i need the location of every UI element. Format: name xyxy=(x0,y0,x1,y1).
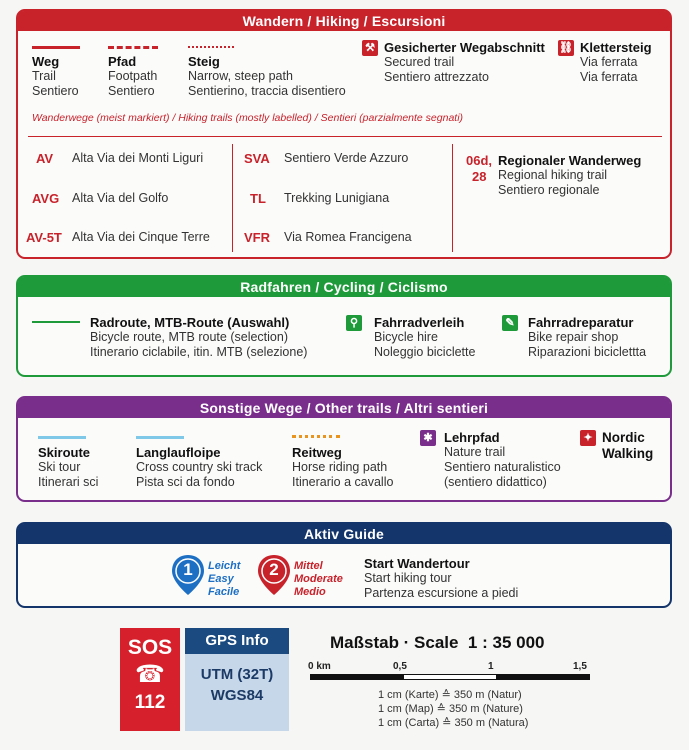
via-ferrata-icon: ⛓ xyxy=(559,42,573,54)
wrench-icon: ✎ xyxy=(502,315,518,331)
cycling-header: Radfahren / Cycling / Ciclismo xyxy=(18,277,670,297)
route-code: AVG xyxy=(32,191,60,206)
cycle-route-de: Radroute, MTB-Route (Auswahl) xyxy=(90,315,290,330)
langlauf-de: Langlaufloipe xyxy=(136,445,221,460)
hiking-divider xyxy=(28,136,662,137)
secured-trail-icon: ⚒ xyxy=(362,40,378,56)
klettersteig-en: Via ferrata xyxy=(580,55,638,69)
start-tour-en: Start hiking tour xyxy=(364,571,452,585)
scale-tick-15: 1,5 xyxy=(573,661,587,672)
scale-tick-05: 0,5 xyxy=(393,661,407,672)
repair-de: Fahrradreparatur xyxy=(528,315,634,330)
weg-de: Weg xyxy=(32,54,60,69)
langlauf-it: Pista sci da fondo xyxy=(136,475,235,489)
routes-separator xyxy=(232,144,233,252)
start-tour-it: Partenza escursione a piedi xyxy=(364,586,519,600)
reit-de: Reitweg xyxy=(292,445,342,460)
pfad-en: Footpath xyxy=(108,69,158,83)
other-trails-section xyxy=(16,396,672,502)
langlauf-line xyxy=(136,436,184,439)
route-code: VFR xyxy=(244,230,270,245)
lehrpfad-de: Lehrpfad xyxy=(444,430,500,445)
route-code: TL xyxy=(250,191,266,206)
steig-it: Sentierino, traccia disentiero xyxy=(188,84,346,98)
cycling-section xyxy=(16,275,672,377)
steig-de: Steig xyxy=(188,54,220,69)
level-moderate-num: 2 xyxy=(269,560,279,579)
secured-en: Secured trail xyxy=(384,55,455,69)
scale-note-en: 1 cm (Map) ≙ 350 m (Nature) xyxy=(378,703,523,715)
pfad-it: Sentiero xyxy=(108,84,155,98)
pfad-de: Pfad xyxy=(108,54,137,69)
sos-number: 112 xyxy=(134,692,166,713)
klettersteig-it: Via ferrata xyxy=(580,70,638,84)
route-name: Alta Via dei Cinque Terre xyxy=(72,230,210,244)
level-moderate-it: Medio xyxy=(294,586,326,598)
klettersteig-de: Klettersteig xyxy=(580,40,652,55)
cycle-route-it: Itinerario ciclabile, itin. MTB (selezione) xyxy=(90,345,308,359)
sos-label: SOS xyxy=(127,636,173,659)
cycle-route-line xyxy=(32,321,80,323)
nordic-walking-icon: ✦ xyxy=(580,430,596,446)
regional-code-1: 06d, xyxy=(466,153,493,168)
steig-en: Narrow, steep path xyxy=(188,69,293,83)
repair-en: Bike repair shop xyxy=(528,330,619,344)
ski-it: Itinerari sci xyxy=(38,475,99,489)
nordic-l2: Walking xyxy=(602,446,654,461)
scale-bar xyxy=(310,674,590,680)
bicycle-hire-icon: ⚲ xyxy=(346,315,362,331)
scale-note-de: 1 cm (Karte) ≙ 350 m (Natur) xyxy=(378,689,522,701)
regional-it: Sentiero regionale xyxy=(498,183,600,197)
riding-path-line xyxy=(292,435,340,438)
other-header: Sonstige Wege / Other trails / Altri sentieri xyxy=(18,398,670,418)
phone-icon: ☎ xyxy=(135,661,165,688)
repair-it: Riparazioni biciclettta xyxy=(528,345,647,359)
route-code: AV-5T xyxy=(26,230,62,245)
lehrpfad-en: Nature trail xyxy=(444,445,506,459)
hiking-note: Wanderwege (meist markiert) / Hiking trails (mostly labelled) / Sentieri (parzialmente segnati) xyxy=(32,112,464,124)
sos-badge xyxy=(120,628,180,731)
gps-wgs: WGS84 xyxy=(210,687,264,704)
level-easy-num: 1 xyxy=(183,560,193,579)
hire-de: Fahrradverleih xyxy=(374,315,465,330)
lehrpfad-it2: (sentiero didattico) xyxy=(444,475,547,489)
secured-de: Gesicherter Wegabschnitt xyxy=(384,40,545,55)
scale-seg xyxy=(404,675,497,679)
nordic-l1: Nordic xyxy=(602,430,645,445)
ski-en: Ski tour xyxy=(38,460,81,474)
nature-trail-icon: ✱ xyxy=(420,430,436,446)
weg-en: Trail xyxy=(32,69,56,83)
ski-route-line xyxy=(38,436,86,439)
route-name: Alta Via del Golfo xyxy=(72,191,169,205)
route-name: Alta Via dei Monti Liguri xyxy=(72,151,204,165)
start-tour-de: Start Wandertour xyxy=(364,556,470,571)
lehrpfad-it1: Sentiero naturalistico xyxy=(444,460,561,474)
regional-en: Regional hiking trail xyxy=(498,168,608,182)
gps-info xyxy=(185,628,289,731)
regional-code-2: 28 xyxy=(472,169,487,184)
hire-it: Noleggio biciclette xyxy=(374,345,476,359)
hire-en: Bicycle hire xyxy=(374,330,438,344)
hiking-section xyxy=(16,9,672,259)
ski-de: Skiroute xyxy=(38,445,91,460)
scale-title: Maßstab · Scale 1 : 35 000 xyxy=(330,633,545,652)
level-easy-de: Leicht xyxy=(208,560,241,572)
level-easy-it: Facile xyxy=(208,586,240,598)
regional-de: Regionaler Wanderweg xyxy=(498,153,642,168)
steig-line xyxy=(188,46,234,48)
scale-seg xyxy=(311,675,404,679)
scale-tick-0: 0 km xyxy=(308,661,331,672)
level-moderate-de: Mittel xyxy=(294,560,323,572)
cycle-route-en: Bicycle route, MTB route (selection) xyxy=(90,330,288,344)
scale-note-it: 1 cm (Carta) ≙ 350 m (Natura) xyxy=(378,717,529,729)
secured-it: Sentiero attrezzato xyxy=(384,70,489,84)
scale-tick-1: 1 xyxy=(488,661,494,672)
hiking-header: Wandern / Hiking / Escursioni xyxy=(18,11,670,31)
reit-it: Itinerario a cavallo xyxy=(292,475,394,489)
weg-it: Sentiero xyxy=(32,84,79,98)
route-name: Sentiero Verde Azzuro xyxy=(284,151,409,165)
route-name: Via Romea Francigena xyxy=(284,230,412,244)
weg-line xyxy=(32,46,80,49)
scale-seg xyxy=(496,675,589,679)
route-code: AV xyxy=(36,151,54,166)
level-moderate-en: Moderate xyxy=(294,573,343,585)
aktiv-header: Aktiv Guide xyxy=(18,524,670,544)
gps-header: GPS Info xyxy=(185,628,289,654)
routes-separator xyxy=(452,144,453,252)
route-name: Trekking Lunigiana xyxy=(284,191,390,205)
aktiv-guide-section xyxy=(16,522,672,608)
route-code: SVA xyxy=(244,151,270,166)
gps-utm: UTM (32T) xyxy=(200,666,274,683)
reit-en: Horse riding path xyxy=(292,460,388,474)
langlauf-en: Cross country ski track xyxy=(136,460,263,474)
pfad-line xyxy=(108,46,158,49)
level-easy-en: Easy xyxy=(208,573,234,585)
